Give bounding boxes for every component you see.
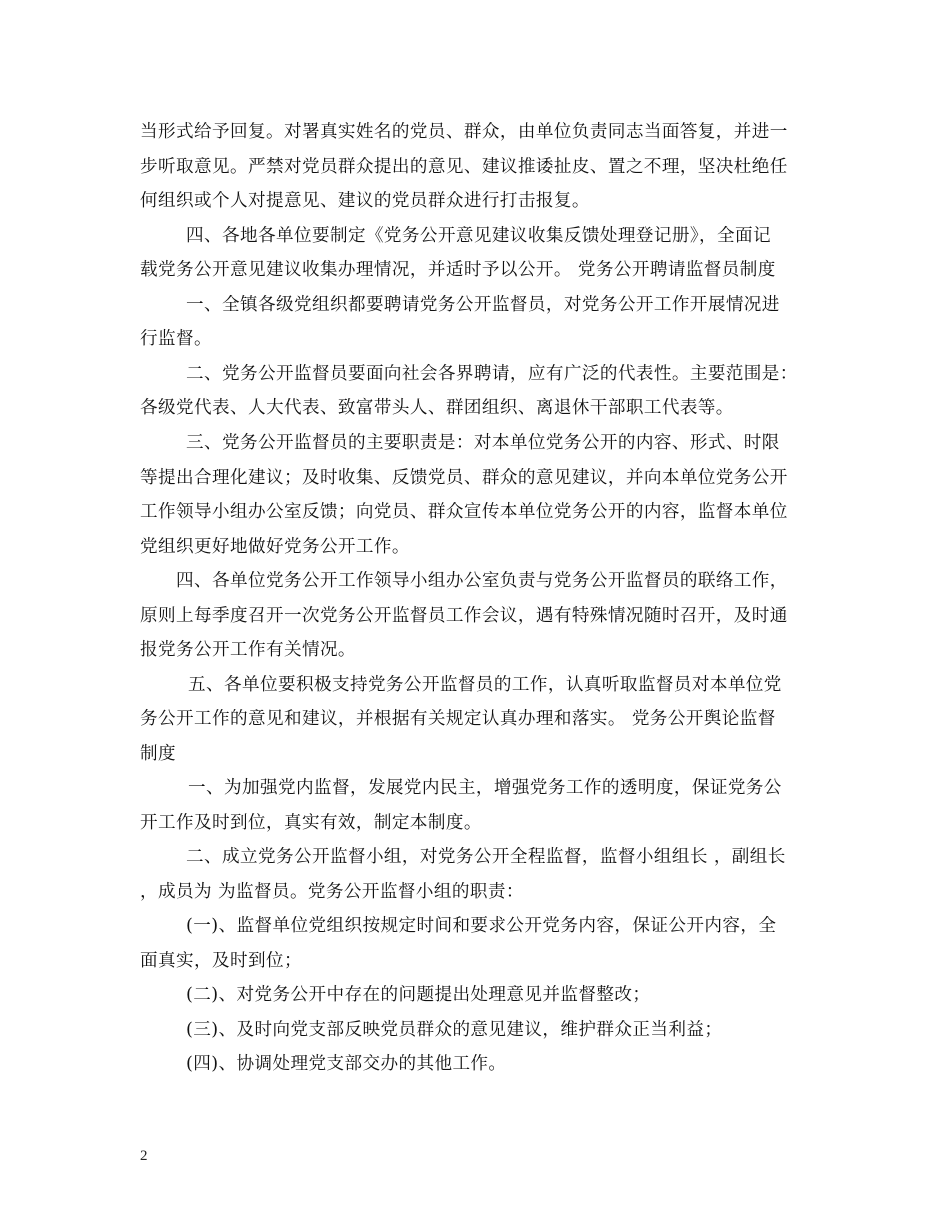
text-line: (二)、对党务公开中存在的问题提出处理意见并监督整改；	[186, 985, 651, 1005]
text-line: 行监督。	[140, 329, 212, 349]
text-line: 当形式给予回复。对署真实姓名的党员、群众，由单位负责同志当面答复，并进一	[140, 122, 788, 142]
text-line: 一、为加强党内监督，发展党内民主，增强党务工作的透明度，保证党务公	[188, 778, 782, 798]
text-line: 制度	[140, 744, 176, 764]
text-line: 步听取意见。严禁对党员群众提出的意见、建议推诿扯皮、置之不理，坚决杜绝任	[140, 157, 788, 177]
text-line: 四、各地各单位要制定《党务公开意见建议收集反馈处理登记册》，全面记	[186, 226, 771, 246]
text-line: 五、各单位要积极支持党务公开监督员的工作，认真听取监督员对本单位党	[188, 675, 782, 695]
text-line: 工作领导小组办公室反馈；向党员、群众宣传本单位党务公开的内容，监督本单位	[140, 502, 788, 522]
text-line: 一、全镇各级党组织都要聘请党务公开监督员，对党务公开工作开展情况进	[186, 295, 780, 315]
text-line: 四、各单位党务公开工作领导小组办公室负责与党务公开监督员的联络工作，	[176, 571, 788, 591]
text-line: (四)、协调处理党支部交办的其他工作。	[186, 1054, 507, 1074]
text-line: 务公开工作的意见和建议，并根据有关规定认真办理和落实。 党务公开舆论监督	[140, 709, 776, 729]
text-line: 开工作及时到位，真实有效，制定本制度。	[140, 813, 482, 833]
page-number: 2	[140, 1148, 148, 1164]
text-line: ，成员为 为监督员。党务公开监督小组的职责：	[140, 882, 524, 902]
text-line: 载党务公开意见建议收集办理情况，并适时予以公开。 党务公开聘请监督员制度	[140, 260, 776, 280]
text-line: 等提出合理化建议；及时收集、反馈党员、群众的意见建议，并向本单位党务公开	[140, 468, 788, 488]
text-line: 三、党务公开监督员的主要职责是：对本单位党务公开的内容、形式、时限	[186, 433, 780, 453]
text-line: 二、党务公开监督员要面向社会各界聘请，应有广泛的代表性。主要范围是：	[186, 364, 798, 384]
text-line: (一)、监督单位党组织按规定时间和要求公开党务内容，保证公开内容，全	[186, 916, 777, 936]
text-line: 面真实，及时到位；	[140, 951, 302, 971]
text-line: 报党务公开工作有关情况。	[140, 640, 356, 660]
text-line: 各级党代表、人大代表、致富带头人、群团组织、离退休干部职工代表等。	[140, 398, 734, 418]
text-line: (三)、及时向党支部反映党员群众的意见建议，维护群众正当利益；	[186, 1020, 723, 1040]
text-line: 原则上每季度召开一次党务公开监督员工作会议，遇有特殊情况随时召开，及时通	[140, 606, 788, 626]
text-line: 何组织或个人对提意见、建议的党员群众进行打击报复。	[140, 191, 590, 211]
text-line: 党组织更好地做好党务公开工作。	[140, 537, 410, 557]
text-line: 二、成立党务公开监督小组，对党务公开全程监督，监督小组组长 ，副组长	[186, 847, 786, 867]
